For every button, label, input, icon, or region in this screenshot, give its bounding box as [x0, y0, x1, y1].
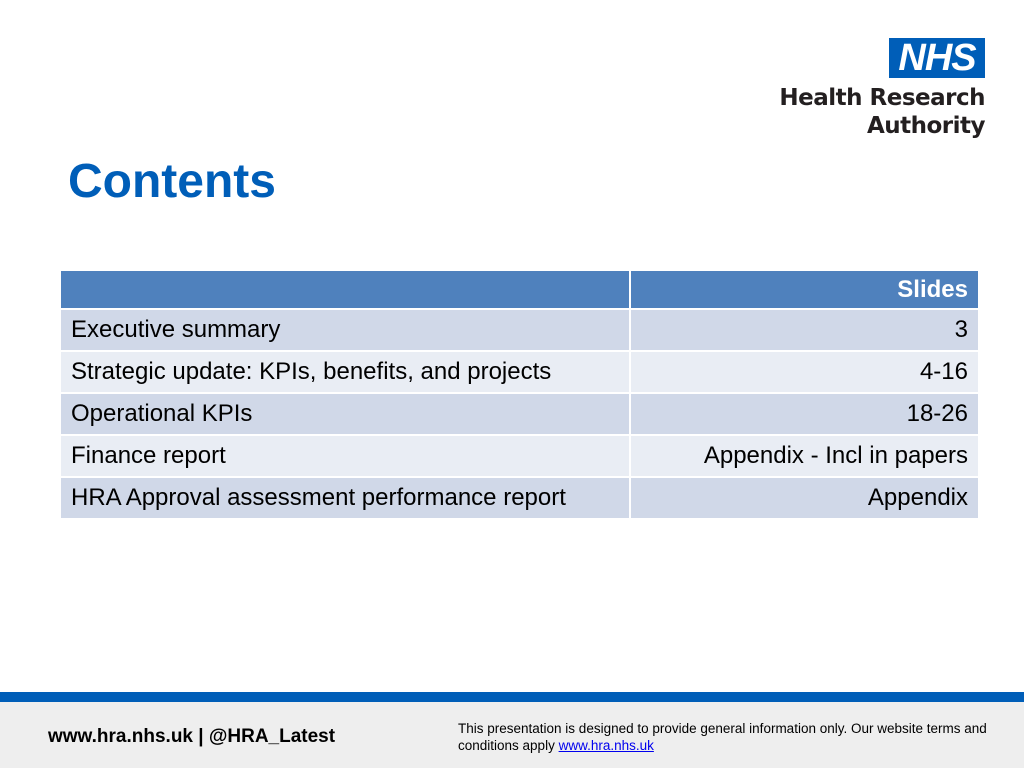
contents-table: [59, 269, 980, 520]
row-slides: Appendix: [630, 477, 979, 519]
row-slides: 3: [630, 309, 979, 351]
header-slides: Slides: [630, 270, 979, 309]
table-row: [60, 351, 979, 393]
page-title: Contents: [68, 155, 276, 208]
header-item: [60, 270, 630, 309]
row-item: HRA Approval assessment performance report: [60, 477, 630, 519]
row-slides: Appendix - Incl in papers: [630, 435, 979, 477]
logo-line-1: Health Research: [779, 85, 985, 111]
footer-contact: www.hra.nhs.uk | @HRA_Latest: [48, 726, 336, 747]
row-slides: 4-16: [630, 351, 979, 393]
footer-rule: [0, 692, 1024, 702]
nhs-logo-badge: NHS: [889, 38, 985, 78]
row-item: Finance report: [60, 435, 630, 477]
disclaimer-text: This presentation is designed to provide general information only. Our website terms and conditions apply: [458, 721, 987, 753]
table-row: [60, 435, 979, 477]
row-item: Executive summary: [60, 309, 630, 351]
footer: [0, 702, 1024, 768]
footer-disclaimer: [458, 720, 998, 754]
website-link[interactable]: www.hra.nhs.uk: [558, 738, 654, 753]
hra-logo: [775, 38, 985, 140]
table-row: [60, 309, 979, 351]
row-item: Strategic update: KPIs, benefits, and projects: [60, 351, 630, 393]
row-slides: 18-26: [630, 393, 979, 435]
table-row: [60, 477, 979, 519]
table-row: [60, 393, 979, 435]
logo-line-2: Authority: [866, 113, 985, 139]
row-item: Operational KPIs: [60, 393, 630, 435]
table-header-row: [60, 270, 979, 309]
